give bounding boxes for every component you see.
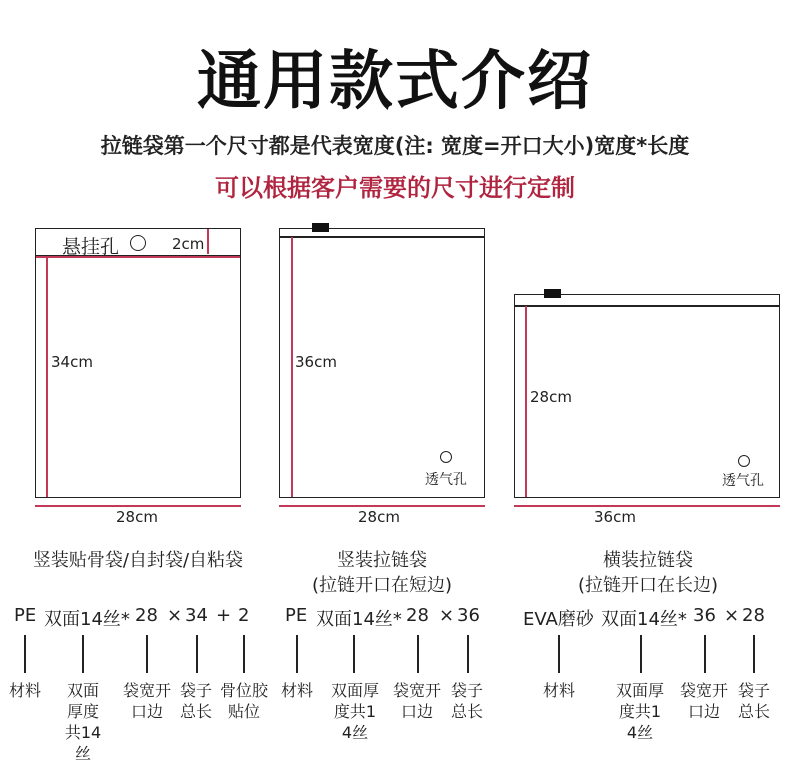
hang-hole-icon bbox=[130, 235, 146, 251]
vent-hole-label: 透气孔 bbox=[425, 472, 467, 488]
bag-2-height-line bbox=[291, 237, 293, 497]
label-width: 袋宽开口边 bbox=[122, 681, 171, 721]
bag-1-height-line bbox=[46, 256, 48, 497]
bag-3-width-line bbox=[514, 505, 780, 507]
spec-tick bbox=[146, 635, 148, 673]
subtitle: 拉链袋第一个尺寸都是代表宽度(注: 宽度=开口大小)宽度*长度 bbox=[100, 134, 690, 158]
spec-length: 28 bbox=[742, 605, 765, 626]
bag-3-width-dimension: 36cm bbox=[594, 508, 636, 526]
spec-times: × bbox=[439, 605, 455, 626]
spec-plus: + bbox=[216, 605, 232, 626]
bag-2-height-dimension: 36cm bbox=[295, 353, 337, 371]
label-material: 材料 bbox=[280, 681, 313, 700]
spec-tick bbox=[467, 635, 469, 673]
spec-tick bbox=[296, 635, 298, 673]
bag-2-width-line bbox=[279, 505, 485, 507]
label-length: 袋子总长 bbox=[737, 681, 770, 721]
spec-thickness: 双面14丝* bbox=[601, 609, 687, 630]
page-title: 通用款式介绍 bbox=[197, 45, 593, 119]
custom-size-note: 可以根据客户需要的尺寸进行定制 bbox=[215, 174, 575, 202]
bag-2-name-note: (拉链开口在短边) bbox=[311, 575, 453, 596]
spec-tick bbox=[558, 635, 560, 673]
spec-extra: 2 bbox=[238, 605, 250, 626]
bag-1-height-dimension: 34cm bbox=[51, 353, 93, 371]
hang-hole-label: 悬挂孔 bbox=[62, 236, 120, 258]
label-material: 材料 bbox=[8, 681, 41, 700]
bag-3-name-note: (拉链开口在长边) bbox=[577, 575, 719, 596]
bag-2-width-dimension: 28cm bbox=[358, 508, 400, 526]
spec-material: EVA磨砂 bbox=[523, 609, 594, 630]
vent-hole-icon bbox=[738, 455, 750, 467]
zipper-pull-icon bbox=[544, 289, 561, 298]
spec-tick bbox=[640, 635, 642, 673]
spec-width: 28 bbox=[406, 605, 429, 626]
bag-1-name: 竖装贴骨袋/自封袋/自粘袋 bbox=[32, 550, 244, 571]
spec-length: 34 bbox=[185, 605, 208, 626]
spec-tick bbox=[704, 635, 706, 673]
bag-1-top-dimension: 2cm bbox=[172, 235, 205, 253]
spec-times: × bbox=[167, 605, 183, 626]
label-width: 袋宽开口边 bbox=[392, 681, 441, 721]
spec-tick bbox=[24, 635, 26, 673]
spec-material: PE bbox=[14, 605, 37, 626]
bag-1-width-line bbox=[35, 505, 241, 507]
label-thickness: 双面厚度共14丝 bbox=[330, 681, 379, 742]
spec-tick bbox=[82, 635, 84, 673]
bag-1-top-dimension-line bbox=[207, 229, 209, 254]
spec-tick bbox=[417, 635, 419, 673]
vent-hole-icon bbox=[440, 451, 452, 463]
label-thickness: 双面厚度共14丝 bbox=[615, 681, 664, 742]
spec-times: × bbox=[724, 605, 740, 626]
spec-width: 36 bbox=[693, 605, 716, 626]
spec-tick bbox=[243, 635, 245, 673]
spec-thickness: 双面14丝* bbox=[316, 609, 402, 630]
label-length: 袋子总长 bbox=[450, 681, 483, 721]
bag-3-name: 横装拉链袋 bbox=[603, 550, 693, 571]
bag-3-zipper-line bbox=[514, 305, 780, 307]
spec-length: 36 bbox=[457, 605, 480, 626]
bag-2-name: 竖装拉链袋 bbox=[337, 550, 427, 571]
bag-3-height-dimension: 28cm bbox=[530, 388, 572, 406]
bag-3-height-line bbox=[525, 306, 527, 497]
label-material: 材料 bbox=[542, 681, 575, 700]
spec-tick bbox=[196, 635, 198, 673]
spec-material: PE bbox=[285, 605, 308, 626]
spec-width: 28 bbox=[135, 605, 158, 626]
label-length: 袋子总长 bbox=[179, 681, 212, 721]
label-adhesive: 骨位胶贴位 bbox=[219, 681, 268, 721]
bag-2-zipper-line bbox=[279, 236, 485, 238]
vent-hole-label: 透气孔 bbox=[722, 473, 764, 489]
label-thickness: 双面厚度共14丝 bbox=[64, 681, 102, 763]
label-width: 袋宽开口边 bbox=[679, 681, 728, 721]
spec-tick bbox=[353, 635, 355, 673]
spec-thickness: 双面14丝* bbox=[44, 609, 130, 630]
zipper-pull-icon bbox=[312, 223, 329, 232]
bag-1-width-dimension: 28cm bbox=[116, 508, 158, 526]
spec-tick bbox=[753, 635, 755, 673]
